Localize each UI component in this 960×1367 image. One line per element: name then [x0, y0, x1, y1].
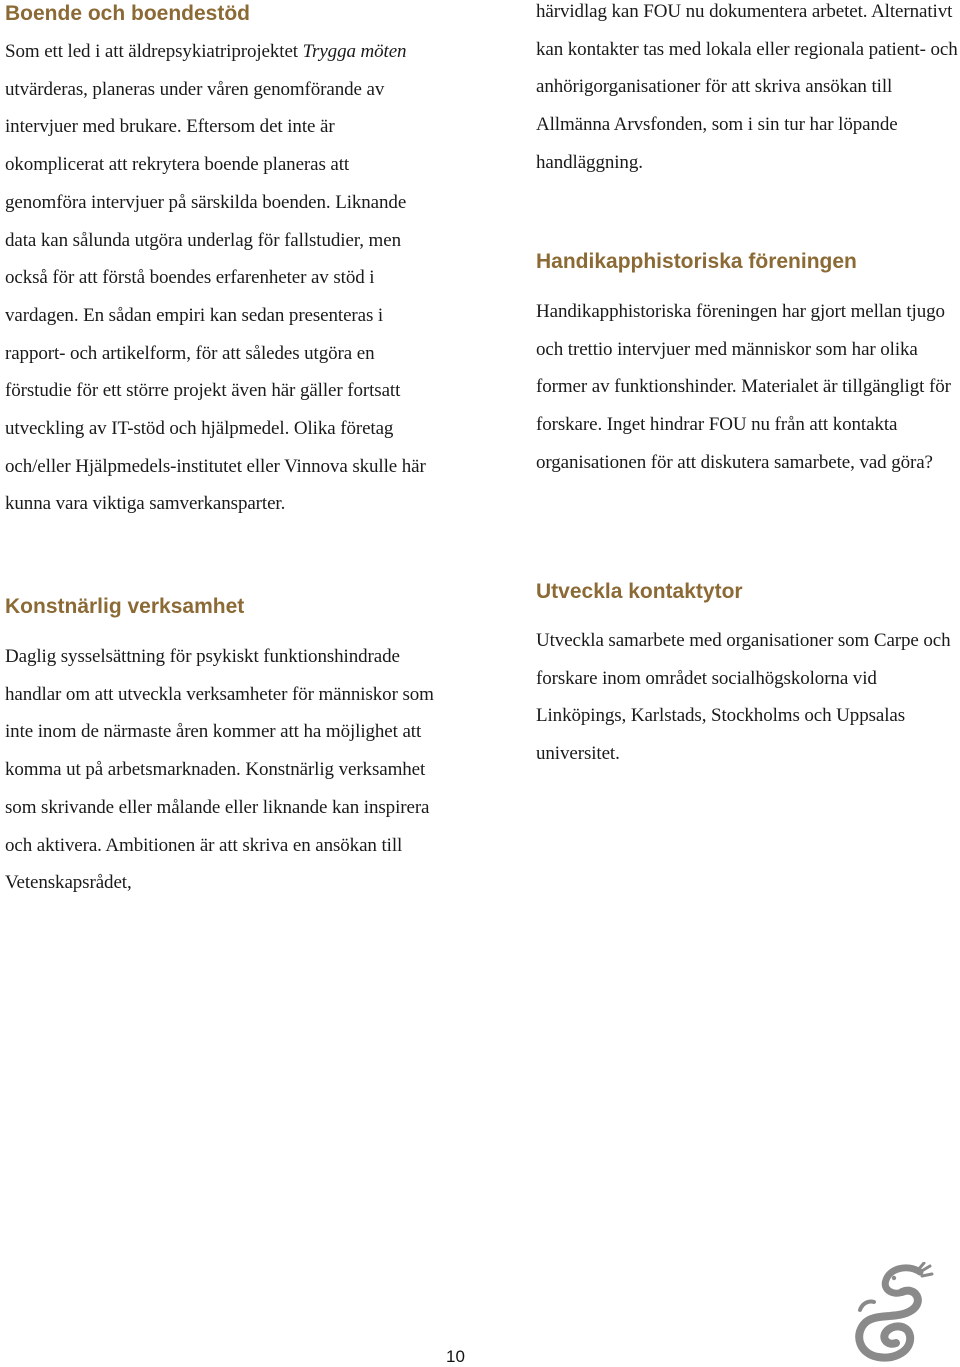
paragraph-continuation: härvidlag kan FOU nu dokumentera arbetet. Alternativt kan kontakter tas med lokala eller regionala patient- och anhörigorganisationer för att skriva ansökan till Allmänna Arvsfonden, som i sin tur har löpande handläggning. [536, 1, 958, 173]
section-boende [5, 2, 435, 523]
page-number: 10 [446, 1347, 465, 1366]
section-handikapp [536, 250, 958, 482]
heading-boende: Boende och boendestöd [5, 2, 251, 25]
paragraph-konstnarlig: Daglig sysselsättning för psykiskt funktionshindrade handlar om att utveckla verksamheter för människor som inte inom de närmaste åren kommer att ha möjlighet att komma ut på arbetsmarknaden. Konstnärlig verksamhet som skrivande eller målande eller liknande kan inspirera och aktivera. Ambitionen är att skriva en ansökan till Vetenskapsrådet, [5, 646, 434, 894]
dragon-swirl-logo-icon [850, 1262, 934, 1362]
boende-project-title: Trygga möten [302, 41, 407, 62]
boende-text-rest: utvärderas, planeras under våren genomförande av intervjuer med brukare. Eftersom det inte är okomplicerat att rekrytera boende planeras att genomföra intervjuer på särskilda boenden. Liknande data kan sålunda utgöra underlag för fallstudier, men också för att förstå boendes erfarenheter av stöd i vardagen. En sådan empiri kan sedan presenteras i rapport- och artikelform, för att således utgöra en förstudie för ett större projekt även här gäller fortsatt utveckling av IT-stöd och hjälpmedel. Olika företag och/eller Hjälpmedels-institutet eller Vinnova skulle här kunna vara viktiga samverkansparter. [5, 78, 426, 515]
heading-konstnarlig: Konstnärlig verksamhet [5, 595, 245, 618]
section-kontaktytor [536, 580, 958, 773]
paragraph-kontaktytor: Utveckla samarbete med organisationer som Carpe och forskare inom området socialhögskolorna vid Linköpings, Karlstads, Stockholms och Uppsalas universitet. [536, 630, 951, 765]
paragraph-boende [5, 33, 435, 523]
heading-kontaktytor: Utveckla kontaktytor [536, 580, 743, 603]
section-konstnarlig [5, 595, 435, 902]
heading-handikapp: Handikapphistoriska föreningen [536, 250, 857, 273]
boende-text-start: Som ett led i att äldrepsykiatriprojektet [5, 41, 303, 62]
section-continuation [536, 0, 958, 182]
paragraph-handikapp: Handikapphistoriska föreningen har gjort mellan tjugo och trettio intervjuer med människor som har olika former av funktionshinder. Materialet är tillgängligt för forskare. Inget hindrar FOU nu från att kontakta organisationen för att diskutera samarbete, vad göra? [536, 301, 951, 473]
